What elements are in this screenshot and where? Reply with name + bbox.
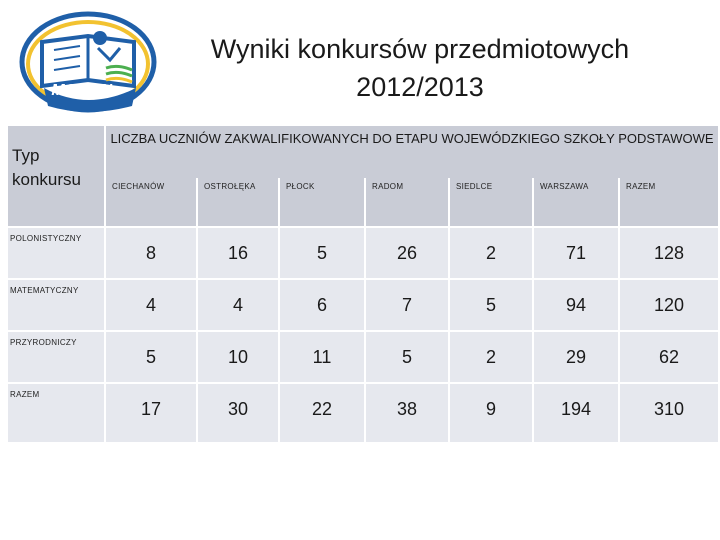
table-cell: 16 — [198, 228, 278, 278]
column-header: PŁOCK — [280, 178, 364, 226]
table-cell: 17 — [106, 384, 196, 442]
row-label: PRZYRODNICZY — [8, 332, 104, 382]
table-cell: 62 — [620, 332, 718, 382]
table-cell: 6 — [280, 280, 364, 330]
table-cell: 11 — [280, 332, 364, 382]
table-cell: 9 — [450, 384, 532, 442]
main-header: LICZBA UCZNIÓW ZAKWALIFIKOWANYCH DO ETAPU WOJEWÓDZKIEGO SZKOŁY PODSTAWOWE — [106, 126, 718, 178]
column-header: OSTROŁĘKA — [198, 178, 278, 226]
page-title-line1: Wyniki konkursów przedmiotowych — [210, 34, 630, 64]
table-cell: 26 — [366, 228, 448, 278]
table-cell: 7 — [366, 280, 448, 330]
table-cell: 94 — [534, 280, 618, 330]
table-cell: 8 — [106, 228, 196, 278]
column-header: RADOM — [366, 178, 448, 226]
page-title — [160, 30, 680, 106]
row-label: MATEMATYCZNY — [8, 280, 104, 330]
type-header: Typ konkursu — [8, 126, 104, 226]
logo-text: MSCDN — [51, 82, 113, 99]
table-cell: 4 — [198, 280, 278, 330]
table-cell: 5 — [366, 332, 448, 382]
table-cell: 2 — [450, 228, 532, 278]
table-cell: 29 — [534, 332, 618, 382]
table-cell: 22 — [280, 384, 364, 442]
table-cell: 194 — [534, 384, 618, 442]
table-cell: 10 — [198, 332, 278, 382]
row-label: POLONISTYCZNY — [8, 228, 104, 278]
table-cell: 128 — [620, 228, 718, 278]
table-cell: 71 — [534, 228, 618, 278]
table-cell: 5 — [106, 332, 196, 382]
table-cell: 2 — [450, 332, 532, 382]
page-title-line2: 2012/2013 — [356, 72, 484, 102]
table-cell: 4 — [106, 280, 196, 330]
table-cell: 5 — [280, 228, 364, 278]
table-cell: 38 — [366, 384, 448, 442]
column-header: CIECHANÓW — [106, 178, 196, 226]
row-label: RAZEM — [8, 384, 104, 442]
table-cell: 310 — [620, 384, 718, 442]
column-header: WARSZAWA — [534, 178, 618, 226]
table-cell: 30 — [198, 384, 278, 442]
column-header: RAZEM — [620, 178, 718, 226]
column-header: SIEDLCE — [450, 178, 532, 226]
table-cell: 120 — [620, 280, 718, 330]
table-cell: 5 — [450, 280, 532, 330]
